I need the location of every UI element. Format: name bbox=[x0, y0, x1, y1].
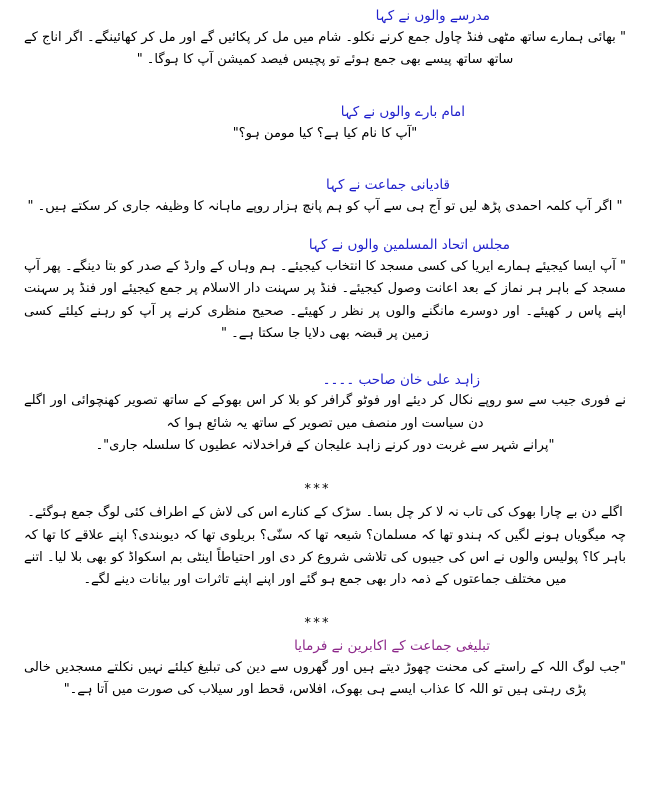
section-body-imam-bargah: "آپ کا نام کیا ہے؟ کیا مومن ہو؟" bbox=[232, 125, 418, 141]
section-tableeghi-jamaat bbox=[10, 636, 640, 702]
spacer bbox=[10, 145, 640, 175]
section-imam-bargah bbox=[10, 102, 640, 145]
section-zahid-ali-khan bbox=[10, 370, 640, 458]
section-body-zahid-ali-khan: نے فوری جیب سے سو روپے نکال کر دیئے اور فوٹو گرافر کو بلا کر اس بھوکے کے ساتھ تصویر کھنچوائی اور اگلے دن سیاست اور منصف میں تصویر کے ساتھ یہ شائع ہوا کہ bbox=[24, 393, 626, 431]
section-body-crowd-line-2: چہ میگویاں ہونے لگیں کہ ہندو تھا کہ مسلمان؟ شیعہ تھا کہ سنّی؟ بریلوی تھا کہ دیوبندی؟ اپنے علاقے کا تھا کہ باہر کا؟ پولیس والوں نے اس کی جیبوں کی تلاشی شروع کر دی اور احتیاطاً اینٹی بم اسکواڈ کو بھی بلا لیا۔ اتنے میں مختلف جماعتوں کے ذمہ دار بھی جمع ہو گئے اور اپنے اپنے تاثرات اور بیانات دینے لگے۔ bbox=[24, 527, 626, 588]
section-madrasa bbox=[10, 6, 640, 72]
section-body-madrasa: " بھائی ہمارے ساتھ مٹھی فنڈ چاول جمع کرنے نکلو۔ شام میں مل کر پکائیں گے اور مل کر کھائینگے۔ اگر اناج کے ساتھ ساتھ پیسے بھی جمع ہوئے تو پچیس فیصد کمیشن آپ کا ہوگا۔ " bbox=[24, 29, 626, 68]
section-heading-qadiani-jamaat: قادیانی جماعت نے کہا bbox=[325, 176, 450, 193]
section-body-majlis-ittehad: " آپ ایسا کیجیئے ہمارے ایریا کی کسی مسجد کا انتخاب کیجیئے۔ ہم وہاں کے وارڈ کے صدر کو بتا دینگے۔ پھر آپ مسجد کے باہر ہر نماز کے بعد اعانت وصول کیجیئے۔ فنڈ پر سہنت دار الاسلام پر جمع کیجیئے اور فنڈ پر سہنت اپنے پاس ر کھیئے۔ اور دوسرے مانگنے والوں پر نظر ر کھیئے۔ صحیح منظری کرنے پر آپ کو رہنے کیلئے کسی زمین پر قبضہ بھی دلایا جا سکتا ہے۔ " bbox=[24, 259, 626, 342]
section-quote-zahid-ali-khan: "پرانے شہر سے غربت دور کرنے زاہد علیجان کے فراخدلانہ عطیوں کا سلسلہ جاری"۔ bbox=[95, 438, 555, 454]
section-separator-2: *** bbox=[303, 615, 331, 631]
section-heading-madrasa: مدرسے والوں نے کہا bbox=[375, 8, 490, 24]
section-crowd-scene bbox=[10, 502, 640, 591]
section-heading-majlis-ittehad: مجلس اتحاد المسلمین والوں نے کہا bbox=[308, 237, 510, 254]
section-majlis-ittehad bbox=[10, 235, 640, 345]
section-body-qadiani-jamaat: " اگر آپ کلمہ احمدی پڑھ لیں تو آج ہی سے آپ کو ہم پانچ ہزار روپے ماہانہ کا وظیفہ جاری کر سکتے ہیں۔ " bbox=[27, 198, 623, 214]
spacer bbox=[10, 592, 640, 616]
section-heading-zahid-ali-khan: زاہد علی خان صاحب ۔۔۔۔ bbox=[322, 371, 480, 388]
section-separator-1: *** bbox=[303, 481, 331, 497]
spacer bbox=[10, 458, 640, 482]
section-body-tableeghi-jamaat: "جب لوگ اللہ کے راستے کی محنت چھوڑ دیتے ہیں اور گھروں سے دین کی تبلیغ کیلئے نہیں نکلتے مسجدیں خالی پڑی رہتی ہیں تو اللہ کا عذاب ایسے ہی بھوک، افلاس، قحط اور سیلاب کی صورت میں آتا ہے۔" bbox=[24, 660, 626, 698]
spacer bbox=[10, 218, 640, 235]
section-heading-tableeghi-jamaat: تبلیغی جماعت کے اکابرین نے فرمایا bbox=[294, 638, 490, 655]
section-heading-imam-bargah: امام بارے والوں نے کہا bbox=[340, 103, 465, 120]
section-qadiani-jamaat bbox=[10, 175, 640, 218]
spacer bbox=[10, 346, 640, 370]
section-body-crowd-line-1: اگلے دن بے چارا بھوک کی تاب نہ لا کر چل بسا۔ سڑک کے کنارے اس کی لاش کے اطراف کئی لوگ جمع ہوگئے۔ bbox=[27, 505, 623, 521]
spacer bbox=[10, 72, 640, 102]
